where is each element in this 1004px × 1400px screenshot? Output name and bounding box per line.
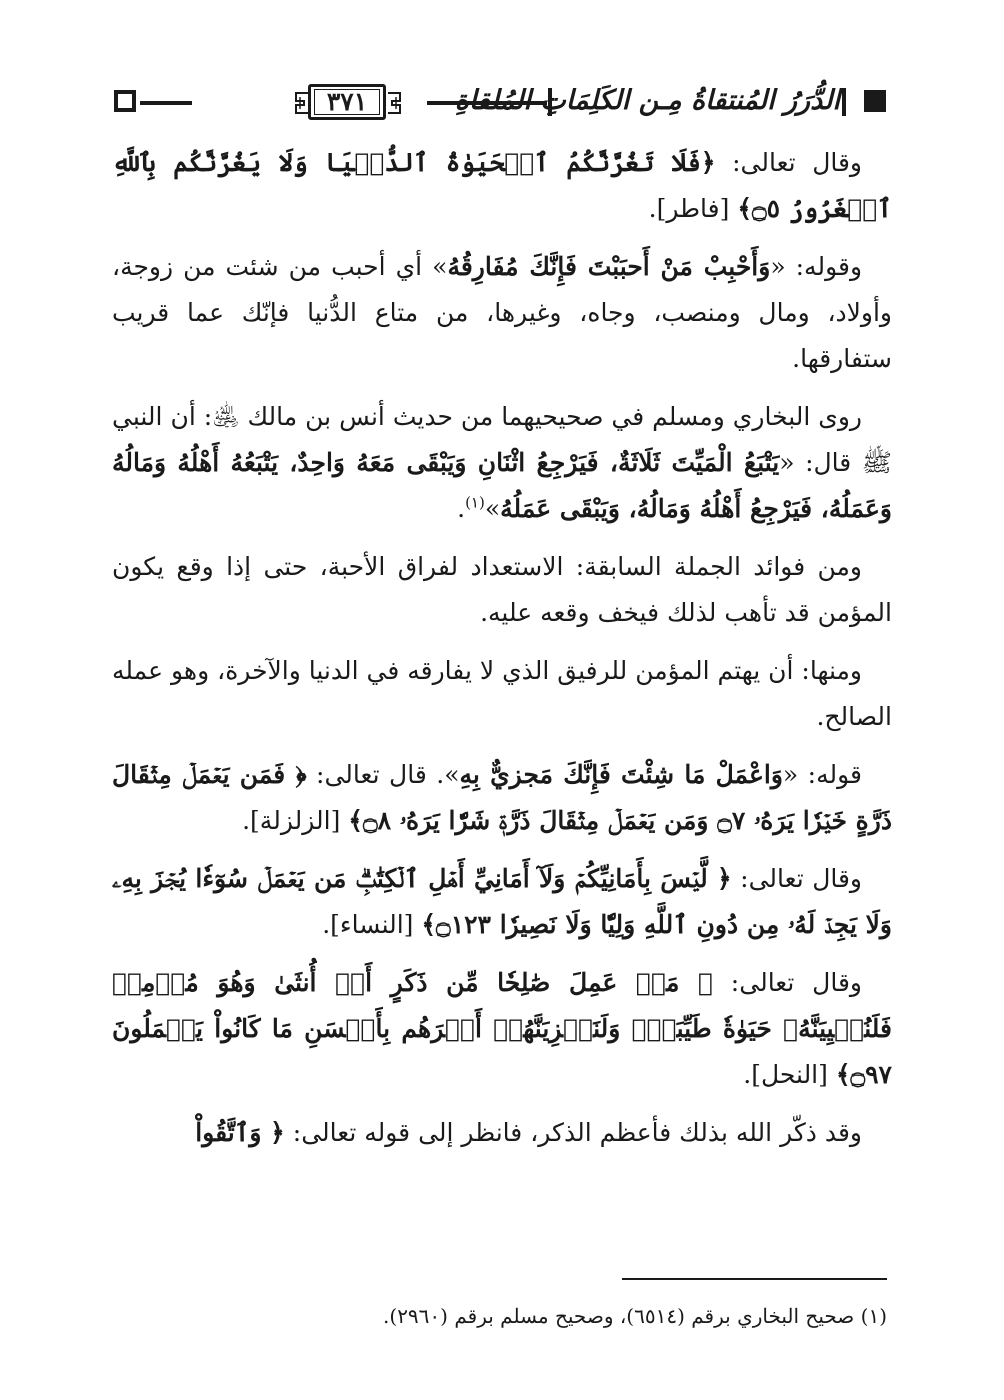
text-run: » xyxy=(484,494,501,523)
footnote-ref: (١) xyxy=(465,493,485,512)
quoted-text: ﴿ لَّيۡسَ بِأَمَانِيِّكُمۡ وَلَآ أَمَانِيِّ أَهۡلِ ٱلۡكِتَٰبِۗ مَن يَعۡمَلۡ سُوٓءٗا يُجۡزَ بِهِۦ وَلَا يَجِدۡ لَهُۥ مِن دُونِ ٱللَّهِ وَلِيّٗا وَلَا نَصِيرٗا ۝١٢٣﴾ xyxy=(112,864,892,939)
paragraph xyxy=(112,856,892,948)
text-run: وقال تعالى: xyxy=(712,968,862,997)
quoted-text: ﴿ وَٱتَّقُواْ xyxy=(195,1118,285,1147)
knot-ornament-icon xyxy=(386,90,404,116)
text-run: [النحل]. xyxy=(743,1060,836,1089)
footnote-rule xyxy=(622,1278,887,1280)
text-run: قوله: « xyxy=(782,760,862,789)
paragraph xyxy=(112,648,892,740)
text-run: وقال تعالى: xyxy=(715,148,863,177)
running-title: الدُّرَرُ المُنتقاةُ مِـن الكَلِمَاتِ المُلقاةِ xyxy=(454,85,840,116)
quoted-text: وَأَحْبِبْ مَنْ أَحبَبْتَ فَإِنَّكَ مُفَارِقُهُ xyxy=(447,252,771,281)
paragraph xyxy=(112,140,892,232)
quoted-text: ﴿ فَمَن يَعۡمَلۡ مِثۡقَالَ ذَرَّةٍ خَيۡرٗا يَرَهُۥ ۝٧ وَمَن يَعۡمَلۡ مِثۡقَالَ ذَرَّةٖ شَرّٗا يَرَهُۥ ۝٨﴾ xyxy=(112,760,892,835)
quoted-text: وَاعْمَلْ مَا شِئْتَ فَإِنَّكَ مَجزيٌّ بِهِ xyxy=(459,760,783,789)
paragraph xyxy=(112,394,892,532)
quoted-text: ﴿فَلَا تَغُرَّنَّكُمُ ٱلۡحَيَوٰةُ ٱلدُّنۡيَا وَلَا يَغُرَّنَّكُم بِٱللَّهِ ٱلۡغَرُورُ ۝٥﴾ xyxy=(112,148,892,223)
header-divider xyxy=(842,88,846,116)
footnotes xyxy=(112,1300,887,1332)
paragraph xyxy=(112,244,892,382)
paragraph xyxy=(112,1110,892,1156)
header-square-outline xyxy=(114,90,136,112)
quoted-text: يَتْبَعُ الْمَيِّتَ ثَلَاثَةٌ، فَيَرْجِعُ اثْنَانِ وَيَبْقَى مَعَهُ وَاحِدٌ، يَتْبَعُهُ أَهْلُهُ وَمَالُهُ وَعَمَلُهُ، فَيَرْجِعُ أَهْلُهُ وَمَالُهُ، وَيَبْقَى عَمَلُهُ xyxy=(112,448,892,523)
text-run: » أي أحبب من شئت من زوجة، وأولاد، ومال ومنصب، وجاه، وغيرها، من متاع الدُّنيا فإنّك عما قريب ستفارقها. xyxy=(112,252,892,373)
paragraph xyxy=(112,960,892,1098)
text-run: ومن فوائد الجملة السابقة: الاستعداد لفراق الأحبة، حتى إذا وقع يكون المؤمن قد تأهب لذلك فيخف وقعه عليه. xyxy=(112,552,892,627)
text-run: وقوله: « xyxy=(770,252,863,281)
body-text xyxy=(112,140,892,1168)
footnote: (١) صحيح البخاري برقم (٦٥١٤)، وصحيح مسلم برقم (٢٩٦٠). xyxy=(383,1304,887,1328)
header-square-filled xyxy=(864,90,886,112)
text-run: [النساء]. xyxy=(322,910,422,939)
paragraph xyxy=(112,544,892,636)
quoted-text: ﴿ مَنۡ عَمِلَ صَٰلِحٗا مِّن ذَكَرٍ أَوۡ أُنثَىٰ وَهُوَ مُؤۡمِنٞ فَلَنُحۡيِيَنَّهُۥ حَيَوٰةٗ طَيِّبَةٗۖ وَلَنَجۡزِيَنَّهُمۡ أَجۡرَهُم بِأَحۡسَنِ مَا كَانُواْ يَعۡمَلُونَ ۝٩٧﴾ xyxy=(112,968,892,1089)
text-run: وقال تعالى: xyxy=(731,864,862,893)
text-run: روى البخاري ومسلم في صحيحيهما من حديث أنس بن مالك ﵁: أن النبي ﷺ قال: « xyxy=(112,402,892,477)
text-run: وقد ذكّر الله بذلك فأعظم الذكر، فانظر إلى قوله تعالى: xyxy=(284,1118,862,1147)
text-run: [الزلزلة]. xyxy=(242,806,349,835)
page-header xyxy=(112,78,892,128)
header-rule xyxy=(140,101,192,105)
text-run: . xyxy=(457,494,466,523)
text-run: ». قال تعالى: xyxy=(306,760,460,789)
text-run: ومنها: أن يهتم المؤمن للرفيق الذي لا يفارقه في الدنيا والآخرة، وهو عمله الصالح. xyxy=(112,656,892,731)
page-number: ٣٧١ xyxy=(326,87,368,116)
page-number-box xyxy=(294,82,402,124)
paragraph xyxy=(112,752,892,844)
text-run: [فاطر]. xyxy=(648,194,738,223)
